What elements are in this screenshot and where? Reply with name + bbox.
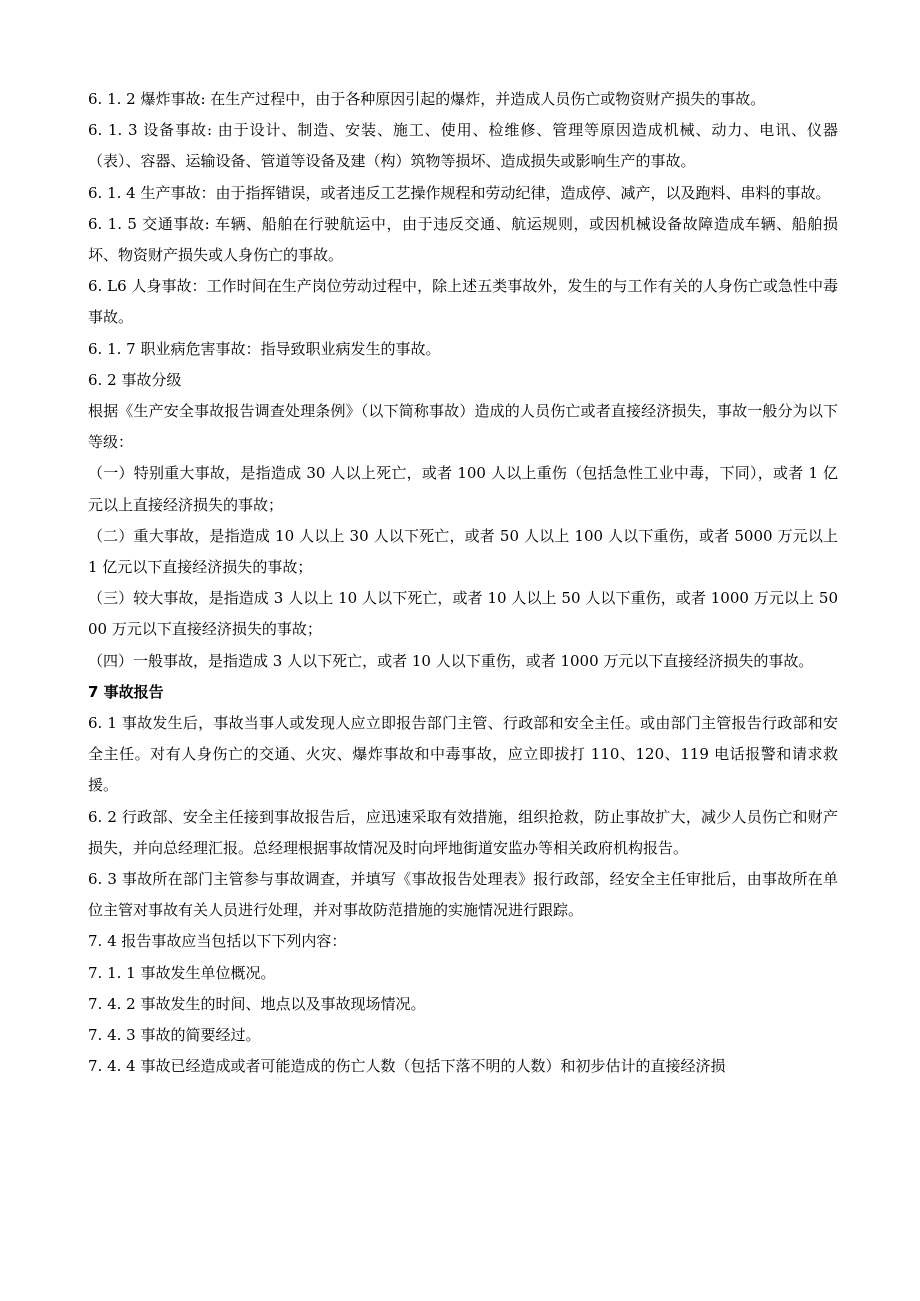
grade-2: （二）重大事故，是指造成 10 人以上 30 人以下死亡，或者 50 人以上 100 人以下重伤，或者 5000 万元以上 1 亿元以下直接经济损失的事故； xyxy=(88,526,838,577)
grade-3: （三）较大事故，是指造成 3 人以上 10 人以下死亡，或者 10 人以上 50 人以下重伤，或者 1000 万元以上 5000 万元以下直接经济损失的事故； xyxy=(88,589,838,639)
report-6-3: 6. 3 事故所在部门主管参与事故调查，并填写《事故报告处理表》报行政部，经安全主任审批后，由事故所在单位主管对事故有关人员进行处理，并对事故防范措施的实施情况进行跟踪。 xyxy=(88,870,838,920)
clause-6-1-5: 6. 1. 5 交通事故: 车辆、船舶在行驶航运中，由于违反交通、航运规则，或因机械设备故障造成车辆、船舶损坏、物资财产损失或人身伤亡的事故。 xyxy=(88,214,838,265)
report-6-2: 6. 2 行政部、安全主任接到事故报告后，应迅速采取有效措施，组织抢救，防止事故扩大，减少人员伤亡和财产损失，并向总经理汇报。总经理根据事故情况及时向坪地街道安监办等相关政府机构报告。 xyxy=(88,807,838,857)
clause-6-1-2: 6. 1. 2 爆炸事故: 在生产过程中，由于各种原因引起的爆炸，并造成人员伤亡或物资财产损失的事故。 xyxy=(88,90,766,108)
report-7-4-4: 7. 4. 4 事故已经造成或者可能造成的伤亡人数（包括下落不明的人数）和初步估计的直接经济损 xyxy=(88,1057,726,1076)
clause-6-1-3: 6. 1. 3 设备事故: 由于设计、制造、安装、施工、使用、检维修、管理等原因造成机械、动力、电讯、仪器（表）、容器、运输设备、管道等设备及建（构）筑物等损坏、造成损失或影响生产的事故。 xyxy=(88,121,838,171)
document-page xyxy=(88,84,838,1083)
clause-6-1-4: 6. 1. 4 生产事故：由于指挥错误，或者违反工艺操作规程和劳动纪律，造成停、减产，以及跑料、串料的事故。 xyxy=(88,183,831,202)
report-7-4-3: 7. 4. 3 事故的简要经过。 xyxy=(88,1026,261,1045)
classification-intro: 根据《生产安全事故报告调查处理条例》（以下简称事故）造成的人员伤亡或者直接经济损失，事故一般分为以下等级： xyxy=(88,402,838,452)
clause-6-1-6: 6. L6 人身事故：工作时间在生产岗位劳动过程中，除上述五类事故外，发生的与工作有关的人身伤亡或急性中毒事故。 xyxy=(88,277,838,327)
grade-1: （一）特别重大事故，是指造成 30 人以上死亡，或者 100 人以上重伤（包括急性工业中毒，下同），或者 1 亿元以上直接经济损失的事故； xyxy=(88,464,838,514)
section-heading: 7 事故报告 xyxy=(88,682,164,701)
clause-6-2: 6. 2 事故分级 xyxy=(88,370,182,389)
clause-6-1-7: 6. 1. 7 职业病危害事故：指导致职业病发生的事故。 xyxy=(88,339,441,358)
report-7-4-2: 7. 4. 2 事故发生的时间、地点以及事故现场情况。 xyxy=(88,994,426,1013)
report-7-4: 7. 4 报告事故应当包括以下下列内容： xyxy=(88,932,347,951)
report-6-1: 6. 1 事故发生后，事故当事人或发现人应立即报告部门主管、行政部和安全主任。或由部门主管报告行政部和安全主任。对有人身伤亡的交通、火灾、爆炸事故和中毒事故，应立即拔打 110、120、119 电话报警和请求救援。 xyxy=(88,714,838,795)
report-7-1-1: 7. 1. 1 事故发生单位概况。 xyxy=(88,963,276,982)
grade-4: （四）一般事故，是指造成 3 人以下死亡，或者 10 人以下重伤，或者 1000 万元以下直接经济损失的事故。 xyxy=(88,651,814,670)
